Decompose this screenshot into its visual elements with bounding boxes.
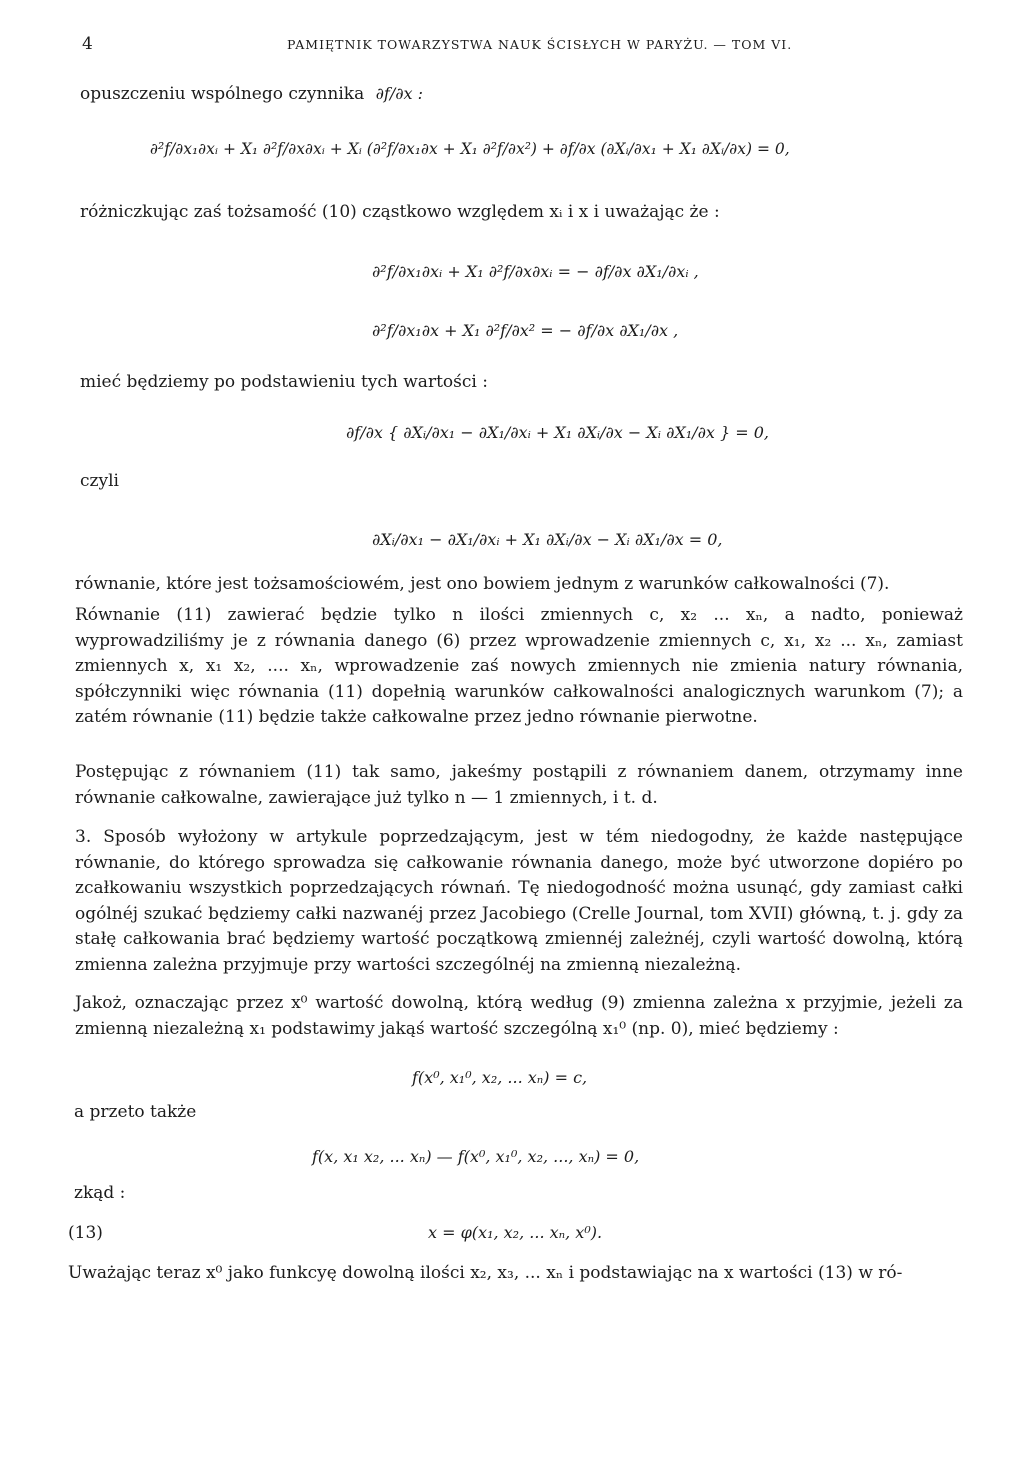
intro-factor: ∂f/∂x : xyxy=(375,84,424,103)
word-czyli: czyli xyxy=(80,471,119,491)
last-line: Uważając teraz x⁰ jako funkcyę dowolną ilości x₂, x₃, ... xₙ i podstawiając na x wartości (13) w ró- xyxy=(68,1263,903,1283)
paragraph-3-text: Postępując z równaniem (11) tak samo, jakeśmy postąpili z równaniem danem, otrzymamy inne równanie całkowalne, zawierające już tylko n — 1 zmiennych, i t. d. xyxy=(75,762,963,808)
running-title: PAMIĘTNIK TOWARZYSTWA NAUK ŚCISŁYCH W PARYŻU. — TOM VI. xyxy=(287,37,793,52)
paragraph-2-text: Równanie (11) zawierać będzie tylko n ilości zmiennych c, x₂ ... xₙ, a nadto, ponieważ wyprowadziliśmy je z równania danego (6) przez wprowadzenie zmiennych c, x₁, x₂ ... xₙ, zamiast zmiennych x, x₁ x₂, .... xₙ, wprowadzenie zaś nowych zmiennych nie zmienia natury równania, spółczynniki więc równania (11) dopełnią warunków całkowalności analogicznych warunkom (7); a zatém równanie (11) będzie także całkowalne przez jedno równanie pierwotne. xyxy=(75,605,963,727)
equation-final: ∂Xᵢ/∂x₁ − ∂X₁/∂xᵢ + X₁ ∂Xᵢ/∂x − Xᵢ ∂X₁/∂x = 0, xyxy=(372,530,723,549)
line-rozniczkujac: różniczkując zaś tożsamość (10) cząstkowo względem xᵢ i x i uważając że : xyxy=(80,202,720,222)
word-zkad: zkąd : xyxy=(74,1183,126,1203)
line-miec: mieć będziemy po podstawieniu tych wartości : xyxy=(80,372,488,392)
equation-13: x = φ(x₁, x₂, ... xₙ, x⁰). xyxy=(428,1223,603,1242)
paragraph-2 xyxy=(75,603,963,731)
paragraph-4-text: 3. Sposób wyłożony w artykule poprzedzającym, jest w tém niedogodny, że każde następujące równanie, do którego sprowadza się całkowanie równania danego, może być utworzone dopiéro po zcałkowaniu wszystkich poprzedzających równań. Tę niedogodność można usunąć, gdy zamiast całki ogólnéj szukać będziemy całki nazwanéj przez Jacobiego (Crelle Journal, tom XVII) główną, t. j. gdy za stałę całkowania brać będziemy wartość początkową zmiennéj zależnéj, czyli wartość dowolną, którą zmienna zależna przyjmuje przy wartości szczególnéj na zmienną niezależną. xyxy=(75,827,963,975)
equation-f-c: f(x⁰, x₁⁰, x₂, ... xₙ) = c, xyxy=(412,1068,588,1087)
equation-substituted: ∂f/∂x { ∂Xᵢ/∂x₁ − ∂X₁/∂xᵢ + X₁ ∂Xᵢ/∂x − Xᵢ ∂X₁/∂x } = 0, xyxy=(346,423,769,442)
paragraph-5 xyxy=(75,991,963,1042)
paragraph-5-text: Jakoż, oznaczając przez x⁰ wartość dowolną, którą według (9) zmienna zależna x przyjmie, jeżeli za zmienną niezależną x₁ podstawimy jakąś wartość szczególną x₁⁰ (np. 0), mieć będziemy : xyxy=(75,993,963,1039)
equation-difference: f(x, x₁ x₂, ... xₙ) — f(x⁰, x₁⁰, x₂, ..., xₙ) = 0, xyxy=(312,1147,640,1166)
equation-13-label: (13) xyxy=(68,1223,103,1243)
paragraph-3 xyxy=(75,760,963,811)
intro-text: opuszczeniu wspólnego czynnika xyxy=(80,84,365,104)
equation-identity-1: ∂²f/∂x₁∂xᵢ + X₁ ∂²f/∂x∂xᵢ = − ∂f/∂x ∂X₁/∂xᵢ , xyxy=(372,262,699,281)
paragraph-1 xyxy=(75,572,963,598)
line-a-przeto: a przeto także xyxy=(74,1102,197,1122)
equation-first: ∂²f/∂x₁∂xᵢ + X₁ ∂²f/∂x∂xᵢ + Xᵢ (∂²f/∂x₁∂x + X₁ ∂²f/∂x²) + ∂f/∂x (∂Xᵢ/∂x₁ + X₁ ∂Xᵢ/∂x) = 0, xyxy=(150,140,790,158)
page-number: 4 xyxy=(82,34,93,54)
paragraph-4 xyxy=(75,825,963,978)
paragraph-1-text: równanie, które jest tożsamościowém, jest ono bowiem jednym z warunków całkowalności (7). xyxy=(75,574,890,594)
intro-line xyxy=(80,83,423,105)
equation-identity-2: ∂²f/∂x₁∂x + X₁ ∂²f/∂x² = − ∂f/∂x ∂X₁/∂x , xyxy=(372,321,679,340)
running-header xyxy=(82,34,962,56)
